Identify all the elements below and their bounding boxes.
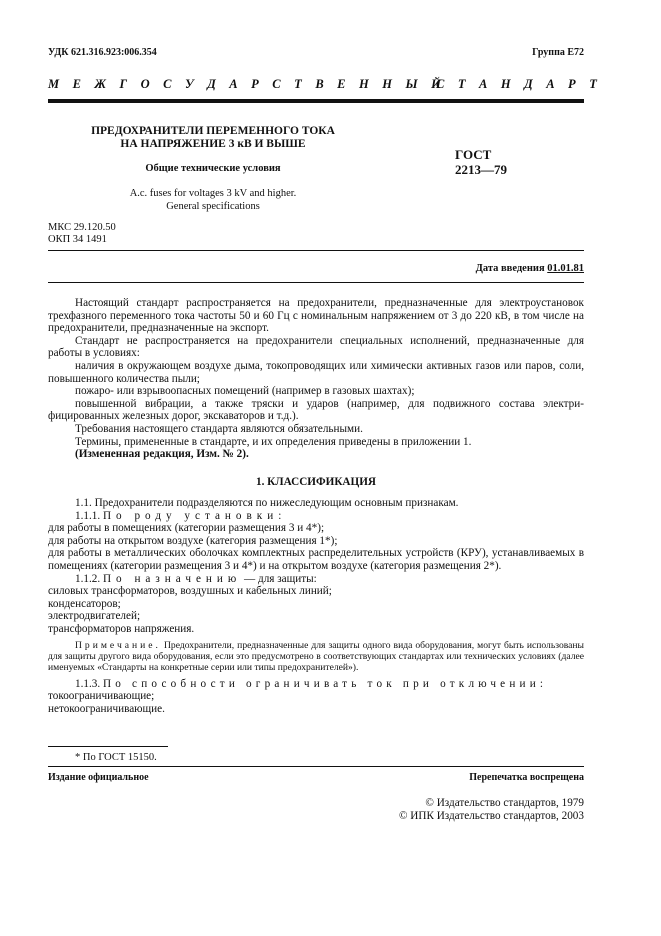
- note: [48, 640, 584, 674]
- list-item: для работы на открытом воздухе (категория размещения 1*);: [48, 534, 338, 547]
- document-title: [58, 125, 368, 151]
- section-1-body: [48, 497, 584, 716]
- revision-note: (Измененная редакция, Изм. № 2).: [75, 448, 249, 461]
- banner-standard: С Т А Н Д А Р Т: [436, 77, 603, 91]
- intro-paragraph: повышенной вибрации, а также тряски и ударов (например, для подвижного состава электрифицированных железных дорог, экскаваторов и т.д.).: [48, 397, 584, 423]
- clause-number: 1.1.1.: [75, 509, 101, 522]
- udk-code: УДК 621.316.923:006.354: [48, 47, 157, 58]
- intro-paragraph: наличия в окружающем воздухе дыма, токопроводящих или химически активных газов или паров, соли, повышенного количества пыли;: [48, 359, 584, 385]
- list-item: нетокоограничивающие.: [48, 702, 165, 715]
- effective-date-value: 01.01.81: [547, 263, 584, 274]
- intro-paragraph: Стандарт не распространяется на предохранители специальных исполнений, предназначенные для работы в условиях:: [48, 334, 584, 360]
- footer-divider: [48, 766, 584, 767]
- english-title-line-2: General specifications: [166, 201, 260, 212]
- footnote: * По ГОСТ 15150.: [75, 752, 157, 763]
- title-line-1: ПРЕДОХРАНИТЕЛИ ПЕРЕМЕННОГО ТОКА: [91, 125, 335, 137]
- copyright-line: © ИПК Издательство стандартов, 2003: [398, 810, 584, 822]
- effective-date: [476, 263, 584, 274]
- header-divider: [48, 99, 584, 103]
- group-code: Группа Е72: [532, 47, 584, 58]
- official-edition: Издание официальное: [48, 772, 149, 783]
- list-item: силовых трансформаторов, воздушных и кабельных линий;: [48, 585, 332, 598]
- section-title: 1. КЛАССИФИКАЦИЯ: [255, 476, 376, 488]
- gost-code: 2213—79: [455, 162, 507, 177]
- banner-interstate: М Е Ж Г О С У Д А Р С Т В Е Н Н Ы Й: [48, 77, 447, 91]
- intro-paragraph: Термины, примененные в стандарте, и их определения приведены в приложении 1.: [75, 435, 472, 448]
- clause-1-1-2: [48, 573, 584, 586]
- intro-paragraph: Настоящий стандарт распространяется на предохранители, предназначенные для электроустановок трехфазного переменного тока частоты 50 и 60 Гц с номинальным напряжением от 3 до 220 кВ, в том числе на предохранители, предназначенные на экспорт.: [48, 297, 584, 335]
- copyright-block: [399, 797, 584, 823]
- note-label: Примечание.: [75, 639, 161, 651]
- mks-code: МКС 29.120.50: [48, 222, 116, 233]
- list-item: электродвигателей;: [48, 610, 141, 623]
- okp-code: ОКП 34 1491: [48, 234, 107, 245]
- document-subtitle: Общие технические условия: [145, 163, 281, 174]
- list-item: для работы в помещениях (категории размещения 3 и 4*);: [48, 522, 325, 535]
- list-item: токоограничивающие;: [48, 690, 155, 703]
- clause-1-1: 1.1. Предохранители подразделяются по нижеследующим основным признакам.: [75, 497, 459, 509]
- footnote-divider: [48, 746, 168, 747]
- clause-1-1-1: [48, 510, 584, 523]
- date-divider: [48, 282, 584, 283]
- clause-heading-rest: — для защиты:: [241, 572, 317, 585]
- english-title-line-1: A.c. fuses for voltages 3 kV and higher.: [129, 188, 297, 199]
- note-text: Предохранители, предназначенные для защиты одного вида оборудования, могут быть использованы для защиты другого вида оборудования, если это предусмотрено в соответствующих стандартах или технических условиях (далее именуемых «Стандарты на конкретные серии или типы предохранителей»).: [48, 639, 584, 674]
- gost-number: [455, 147, 507, 177]
- intro-paragraph: Требования настоящего стандарта являются обязательными.: [75, 422, 363, 435]
- list-item: для работы в металлических оболочках комплектных распределительных устройств (КРУ), устанавливаемых в помещениях (категории размещения 3 и 4*) и на открытом воздухе (категория размещения 2*).: [48, 547, 584, 572]
- copyright-line: © Издательство стандартов, 1979: [425, 797, 584, 809]
- clause-number: 1.1.3.: [75, 677, 101, 690]
- clause-heading: По роду установки:: [102, 509, 287, 522]
- effective-date-label: Дата введения: [475, 263, 545, 274]
- list-item: конденсаторов;: [48, 597, 121, 610]
- gost-label: ГОСТ: [455, 147, 492, 162]
- clause-1-1-3: [48, 678, 584, 691]
- english-title: [58, 187, 368, 213]
- title-line-2: НА НАПРЯЖЕНИЕ 3 кВ И ВЫШЕ: [120, 138, 306, 150]
- clause-heading: По способности ограничивать ток при отключении:: [102, 677, 548, 690]
- classification-codes: [48, 222, 116, 246]
- intro-text: [48, 297, 584, 461]
- list-item: трансформаторов напряжения.: [48, 622, 195, 635]
- clause-number: 1.1.2.: [75, 572, 101, 585]
- intro-paragraph: пожаро- или взрывоопасных помещений (например в газовых шахтах);: [75, 385, 415, 398]
- title-divider: [48, 250, 584, 251]
- clause-heading: По назначению: [102, 572, 242, 585]
- reprint-prohibited: Перепечатка воспрещена: [469, 772, 584, 783]
